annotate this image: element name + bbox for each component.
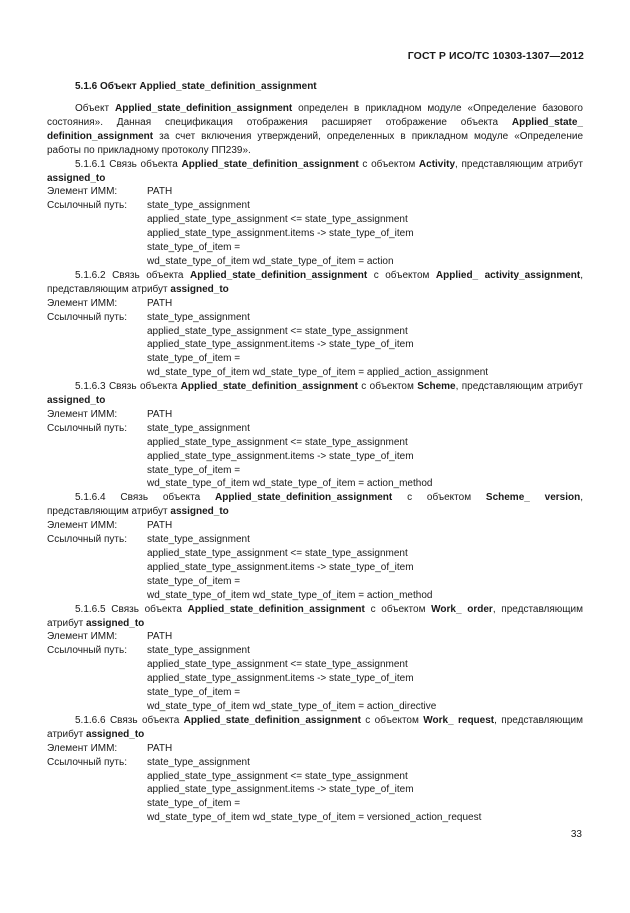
mapping-subsection bbox=[47, 714, 583, 825]
reference-path-line bbox=[47, 589, 583, 603]
path-step: state_type_of_item = bbox=[147, 464, 241, 476]
reference-path-line bbox=[47, 422, 583, 436]
reference-path-line bbox=[47, 700, 583, 714]
reference-path-line bbox=[47, 533, 583, 547]
element-label: Элемент ИММ: bbox=[47, 408, 118, 420]
heading-num: 5.1.6.2 Связь объекта bbox=[75, 269, 190, 281]
reference-path-label: Ссылочный путь: bbox=[47, 422, 127, 434]
element-value: PATH bbox=[147, 408, 173, 420]
reference-path-line bbox=[47, 255, 583, 269]
reference-path-label: Ссылочный путь: bbox=[47, 311, 127, 323]
reference-path-line bbox=[47, 352, 583, 366]
element-value: PATH bbox=[147, 631, 173, 643]
element-row bbox=[47, 185, 583, 199]
section-title: 5.1.6 Объект Applied_state_definition_assignment bbox=[75, 81, 317, 92]
heading-obj: Applied_state_definition_assignment bbox=[214, 492, 393, 504]
path-step: wd_state_type_of_item wd_state_type_of_item = action_method bbox=[147, 589, 433, 601]
subsection-list bbox=[47, 158, 583, 826]
reference-path-label: Ссылочный путь: bbox=[47, 534, 127, 546]
heading-attr: assigned_to bbox=[47, 395, 106, 407]
path-step: applied_state_type_assignment <= state_type_assignment bbox=[147, 325, 408, 337]
reference-path-line bbox=[47, 213, 583, 227]
element-row bbox=[47, 297, 583, 311]
document-id-header: ГОСТ Р ИСО/ТС 10303-1307—2012 bbox=[407, 50, 584, 62]
path-step: wd_state_type_of_item wd_state_type_of_item = action bbox=[147, 255, 394, 267]
subsection-heading bbox=[47, 603, 583, 631]
heading-obj: Applied_state_definition_assignment bbox=[187, 603, 365, 615]
heading-target: Scheme bbox=[417, 381, 456, 393]
heading-tail: , представляющим атрибут bbox=[47, 269, 583, 295]
path-step: applied_state_type_assignment.items -> state_type_of_item bbox=[147, 784, 414, 796]
heading-attr: assigned_to bbox=[85, 617, 145, 629]
subsection-heading bbox=[47, 380, 583, 408]
path-step: wd_state_type_of_item wd_state_type_of_item = action_directive bbox=[147, 700, 437, 712]
heading-tail: , представляющим атрибут bbox=[455, 381, 583, 393]
heading-num: 5.1.6.6 Связь объекта bbox=[75, 714, 184, 726]
reference-path-line bbox=[47, 477, 583, 491]
reference-path-line bbox=[47, 797, 583, 811]
reference-path-line bbox=[47, 561, 583, 575]
path-step: applied_state_type_assignment <= state_type_assignment bbox=[147, 436, 408, 448]
element-value: PATH bbox=[147, 297, 173, 309]
path-step: applied_state_type_assignment.items -> state_type_of_item bbox=[147, 673, 414, 685]
reference-path-line bbox=[47, 783, 583, 797]
heading-tail: , представляющим атрибут bbox=[47, 603, 583, 629]
page-number: 33 bbox=[570, 829, 582, 840]
element-label: Элемент ИММ: bbox=[47, 297, 118, 309]
reference-path-line bbox=[47, 311, 583, 325]
path-step: wd_state_type_of_item wd_state_type_of_item = applied_action_assignment bbox=[147, 367, 489, 379]
reference-path-line bbox=[47, 436, 583, 450]
subsection-heading bbox=[47, 269, 583, 297]
reference-path-line bbox=[47, 756, 583, 770]
element-row bbox=[47, 630, 583, 644]
heading-attr: assigned_to bbox=[170, 283, 229, 295]
heading-obj: Applied_state_definition_assignment bbox=[181, 158, 359, 170]
element-row bbox=[47, 408, 583, 422]
path-step: applied_state_type_assignment <= state_type_assignment bbox=[147, 659, 408, 671]
element-row bbox=[47, 742, 583, 756]
path-step: state_type_assignment bbox=[147, 756, 250, 768]
path-step: wd_state_type_of_item wd_state_type_of_item = versioned_action_request bbox=[147, 812, 482, 824]
heading-target: Applied_ activity_assignment bbox=[435, 269, 581, 281]
reference-path-line bbox=[47, 227, 583, 241]
heading-target: Work_ order bbox=[431, 603, 493, 615]
reference-path-line bbox=[47, 770, 583, 784]
path-step: state_type_assignment bbox=[147, 534, 250, 546]
mapping-subsection bbox=[47, 380, 583, 491]
reference-path-line bbox=[47, 450, 583, 464]
path-step: applied_state_type_assignment.items -> state_type_of_item bbox=[147, 339, 414, 351]
reference-path-line bbox=[47, 672, 583, 686]
path-step: applied_state_type_assignment <= state_type_assignment bbox=[147, 548, 408, 559]
reference-path-line bbox=[47, 547, 583, 561]
element-value: PATH bbox=[147, 520, 173, 532]
reference-path-line bbox=[47, 241, 583, 255]
path-step: state_type_of_item = bbox=[147, 575, 241, 587]
path-step: applied_state_type_assignment.items -> state_type_of_item bbox=[147, 561, 414, 573]
reference-path-line bbox=[47, 366, 583, 380]
path-step: applied_state_type_assignment <= state_type_assignment bbox=[147, 214, 408, 226]
heading-attr: assigned_to bbox=[47, 172, 106, 184]
reference-path-line bbox=[47, 325, 583, 339]
element-row bbox=[47, 519, 583, 533]
heading-num: 5.1.6.5 Связь объекта bbox=[75, 603, 188, 615]
heading-num: 5.1.6.3 Связь объекта bbox=[75, 381, 181, 393]
heading-attr: assigned_to bbox=[85, 728, 145, 740]
path-step: state_type_of_item = bbox=[147, 798, 241, 810]
heading-num: 5.1.6.1 Связь объекта bbox=[75, 158, 182, 170]
reference-path-line bbox=[47, 658, 583, 672]
reference-path-line bbox=[47, 464, 583, 478]
heading-mid: с объектом bbox=[357, 381, 418, 393]
heading-tail: , представляющим атрибут bbox=[47, 714, 583, 740]
heading-num: 5.1.6.4 Связь объекта bbox=[75, 492, 215, 504]
heading-target: Scheme_ version bbox=[485, 492, 581, 504]
section-body bbox=[47, 80, 583, 825]
reference-path-line bbox=[47, 199, 583, 213]
path-step: wd_state_type_of_item wd_state_type_of_item = action_method bbox=[147, 478, 433, 490]
reference-path-line bbox=[47, 811, 583, 825]
heading-mid: с объектом bbox=[367, 269, 436, 281]
reference-path-label: Ссылочный путь: bbox=[47, 200, 127, 212]
reference-path-line bbox=[47, 575, 583, 589]
path-step: state_type_assignment bbox=[147, 311, 250, 323]
mapping-subsection bbox=[47, 491, 583, 602]
path-step: applied_state_type_assignment.items -> state_type_of_item bbox=[147, 228, 414, 240]
heading-obj: Applied_state_definition_assignment bbox=[180, 381, 358, 393]
element-value: PATH bbox=[147, 742, 173, 754]
mapping-subsection bbox=[47, 603, 583, 714]
heading-target: Activity bbox=[418, 158, 456, 170]
path-step: state_type_of_item = bbox=[147, 242, 241, 254]
reference-path-line bbox=[47, 338, 583, 352]
mapping-subsection bbox=[47, 269, 583, 380]
path-step: applied_state_type_assignment.items -> state_type_of_item bbox=[147, 450, 414, 462]
heading-obj: Applied_state_definition_assignment bbox=[183, 714, 361, 726]
heading-mid: с объектом bbox=[364, 603, 432, 615]
heading-obj: Applied_state_definition_assignment bbox=[189, 269, 368, 281]
heading-mid: с объектом bbox=[392, 492, 486, 504]
intro-paragraph: Объект Applied_state_definition_assignment определен в прикладном модуле «Определение базового состояния». Данная спецификация отображения расширяет отображение объекта Applied_state_ definition_assignment за счет включения утверждений, определенных в прикладном модуле «Определение работы по прикладному протоколу ПП239». bbox=[47, 103, 583, 156]
element-label: Элемент ИММ: bbox=[47, 186, 118, 198]
reference-path-line bbox=[47, 686, 583, 700]
subsection-heading bbox=[47, 714, 583, 742]
path-step: state_type_assignment bbox=[147, 200, 250, 212]
subsection-heading bbox=[47, 158, 583, 186]
reference-path-label: Ссылочный путь: bbox=[47, 645, 127, 657]
path-step: state_type_assignment bbox=[147, 422, 250, 434]
element-label: Элемент ИММ: bbox=[47, 742, 118, 754]
heading-attr: assigned_to bbox=[170, 506, 229, 518]
element-label: Элемент ИММ: bbox=[47, 520, 118, 532]
path-step: state_type_assignment bbox=[147, 645, 250, 657]
element-label: Элемент ИММ: bbox=[47, 631, 118, 643]
heading-mid: с объектом bbox=[358, 158, 419, 170]
heading-tail: , представляющим атрибут bbox=[47, 492, 584, 518]
heading-tail: , представляющим атрибут bbox=[455, 158, 583, 170]
heading-mid: с объектом bbox=[360, 714, 424, 726]
path-step: applied_state_type_assignment <= state_type_assignment bbox=[147, 770, 408, 782]
path-step: state_type_of_item = bbox=[147, 353, 241, 365]
heading-target: Work_ request bbox=[423, 714, 495, 726]
element-value: PATH bbox=[147, 186, 173, 198]
path-step: state_type_of_item = bbox=[147, 687, 241, 699]
reference-path-label: Ссылочный путь: bbox=[47, 756, 127, 768]
mapping-subsection bbox=[47, 158, 583, 269]
reference-path-line bbox=[47, 644, 583, 658]
subsection-heading bbox=[47, 491, 583, 519]
